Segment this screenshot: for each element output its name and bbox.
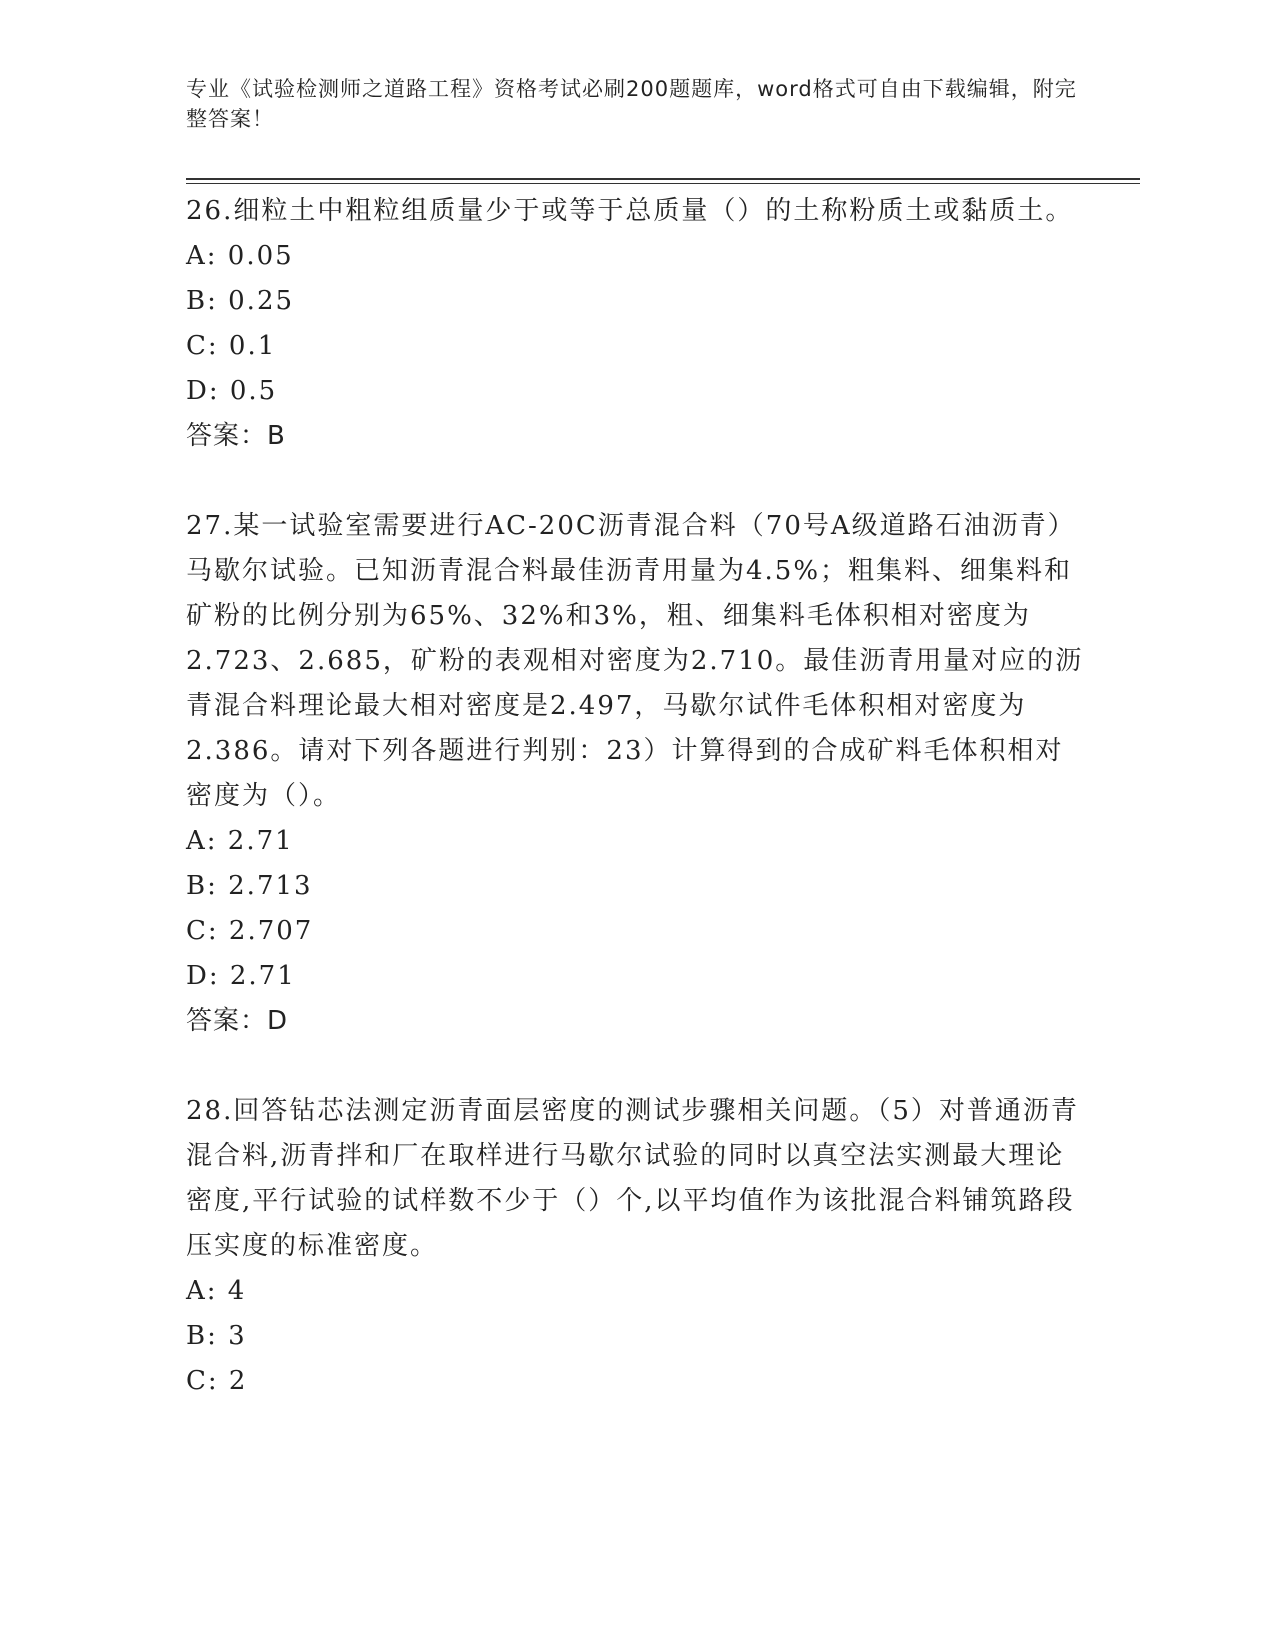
option-d: D: 0.5 (186, 376, 278, 406)
header-divider-thin (186, 183, 1140, 184)
option-a: A: 4 (186, 1276, 247, 1306)
question-text: 28.回答钻芯法测定沥青面层密度的测试步骤相关问题。（5）对普通沥青混合料,沥青拌和厂在取样进行马歇尔试验的同时以真空法实测最大理论密度,平行试验的试样数不少于（）个,以平均值作为该批混合料铺筑路段压实度的标准密度。 (186, 1096, 1079, 1261)
question-26 (186, 189, 1086, 459)
option-d: D: 2.71 (186, 961, 296, 991)
question-gap (186, 1044, 1086, 1089)
option-b: B: 0.25 (186, 286, 295, 316)
question-gap (186, 459, 1086, 504)
question-text: 27.某一试验室需要进行AC-20C沥青混合料（70号A级道路石油沥青）马歇尔试验。已知沥青混合料最佳沥青用量为4.5%；粗集料、细集料和矿粉的比例分别为65%、32%和3%，粗、细集料毛体积相对密度为2.723、2.685，矿粉的表观相对密度为2.710。最佳沥青用量对应的沥青混合料理论最大相对密度是2.497，马歇尔试件毛体积相对密度为2.386。请对下列各题进行判别：23）计算得到的合成矿料毛体积相对密度为（）。 (186, 511, 1084, 811)
option-a: A: 0.05 (186, 241, 294, 271)
option-c: C: 0.1 (186, 331, 277, 361)
option-a: A: 2.71 (186, 826, 294, 856)
question-text: 26.细粒土中粗粒组质量少于或等于总质量（）的土称粉质土或黏质土。 (186, 196, 1074, 226)
answer-line: 答案：B (186, 421, 286, 451)
question-28 (186, 1089, 1086, 1404)
option-b: B: 2.713 (186, 871, 313, 901)
question-27 (186, 504, 1086, 1044)
option-c: C: 2.707 (186, 916, 314, 946)
option-c: C: 2 (186, 1366, 248, 1396)
header-divider-thick (186, 178, 1140, 180)
question-list (186, 189, 1086, 1404)
option-b: B: 3 (186, 1321, 247, 1351)
answer-line: 答案：D (186, 1006, 289, 1036)
page-header: 专业《试验检测师之道路工程》资格考试必刷200题题库，word格式可自由下载编辑，附完整答案！ (186, 77, 1077, 131)
